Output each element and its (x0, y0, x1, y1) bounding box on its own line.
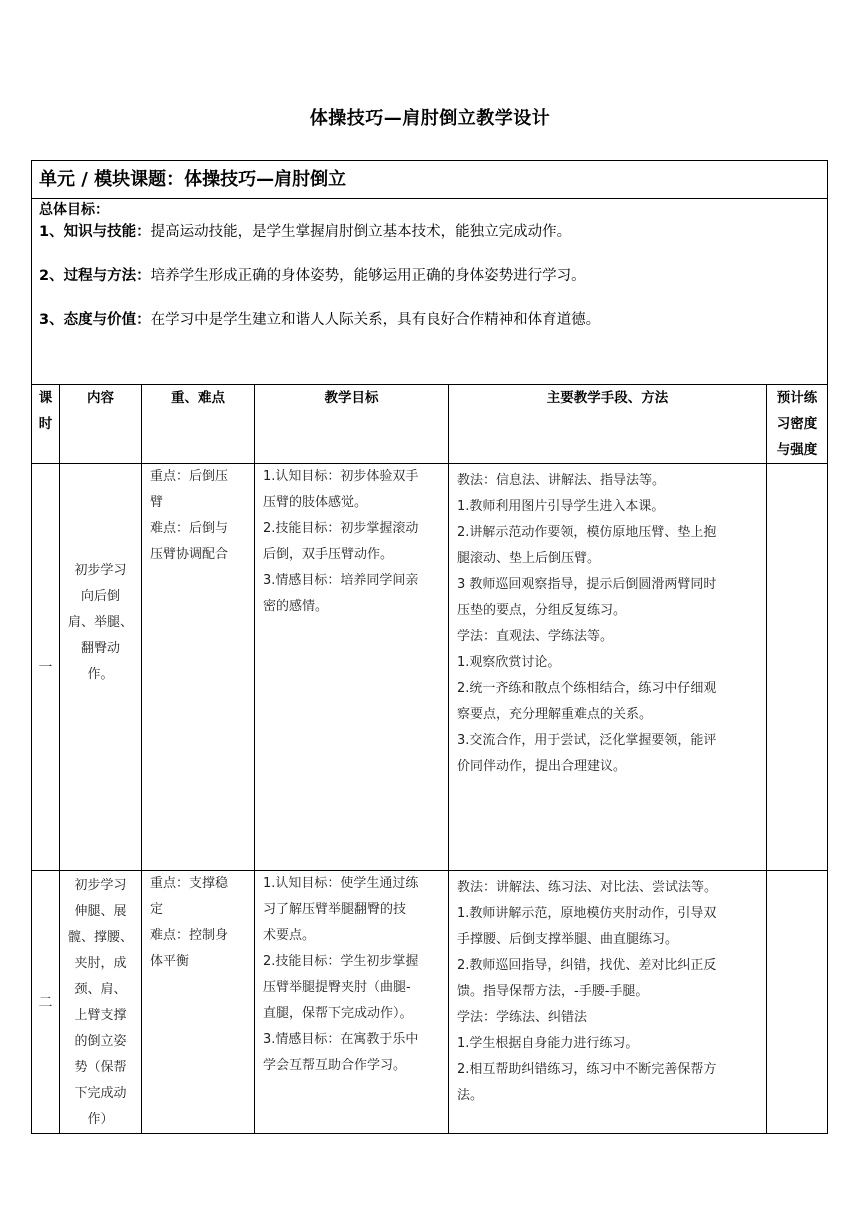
cell-line: 馈。指导保帮方法，-手腰-手腿。 (457, 984, 649, 999)
cell-line: 教法：讲解法、练习法、对比法、尝试法等。 (457, 880, 718, 895)
cell-line: 肩、举腿、 (67, 615, 133, 630)
cell-line: 教法：信息法、讲解法、指导法等。 (457, 473, 666, 488)
header-hour: 课 时 (32, 385, 60, 464)
cell-line: 髋、撑腰、 (67, 930, 133, 945)
hour-cell: 一 (32, 464, 60, 871)
cell-line: 难点：后倒与 (150, 521, 229, 536)
cell-line: 术要点。 (263, 928, 316, 943)
cell-line: 翻臀动 (80, 641, 120, 656)
cell-line: 势（保帮 (74, 1060, 127, 1075)
goal-text: 提高运动技能，是学生掌握肩肘倒立基本技术，能独立完成动作。 (150, 224, 572, 240)
cell-line: 压垫的要点，分组反复练习。 (457, 603, 627, 618)
document-title: 体操技巧—肩肘倒立教学设计 (309, 108, 551, 129)
header-density: 预计练 习密度 与强度 (767, 385, 828, 464)
header-content: 内容 (60, 385, 142, 464)
cell-line: 体平衡 (150, 954, 190, 969)
cell-line: 手撑腰、后倒支撑举腿、曲直腿练习。 (457, 932, 679, 947)
cell-line: 作。 (87, 667, 114, 682)
goal-item (39, 310, 827, 330)
table-header-row (32, 385, 828, 464)
goal-label: 1、知识与技能： (39, 224, 151, 240)
method-cell (449, 871, 767, 1134)
goals-heading: 总体目标： (39, 202, 109, 218)
cell-line: 法。 (457, 1088, 484, 1103)
cell-line: 3.情感目标：培养同学间亲 (263, 573, 419, 588)
cell-line: 2.统一齐练和散点个练相结合，练习中仔细观 (457, 681, 717, 696)
density-cell (767, 871, 828, 1134)
cell-line: 2.技能目标：初步掌握滚动 (263, 521, 419, 536)
cell-line: 学法：直观法、学练法等。 (457, 629, 614, 644)
hour-cell: 二 (32, 871, 60, 1134)
cell-line: 压臂的肢体感觉。 (263, 495, 368, 510)
content-cell (60, 871, 142, 1134)
cell-line: 向后倒 (80, 589, 120, 604)
cell-line: 作） (87, 1112, 114, 1127)
cell-line: 1.认知目标：使学生通过练 (263, 876, 419, 891)
header-key-points: 重、难点 (142, 385, 255, 464)
goal-label: 2、过程与方法： (39, 268, 151, 284)
cell-line: 压臂举腿提臀夹肘（曲腿- (263, 980, 411, 995)
header-teaching-goal: 教学目标 (255, 385, 449, 464)
cell-line: 1.学生根据自身能力进行练习。 (457, 1036, 639, 1051)
overall-goals (32, 199, 828, 385)
key-points-cell (142, 464, 255, 871)
cell-line: 1.认知目标：初步体验双手 (263, 469, 419, 484)
cell-line: 3 教师巡回观察指导，提示后倒圆滑两臂同时 (457, 577, 717, 592)
table-row (32, 871, 828, 1134)
goal-item (39, 266, 827, 286)
cell-line: 学会互帮互助合作学习。 (263, 1058, 407, 1073)
cell-line: 习了解压臂举腿翻臀的技 (263, 902, 407, 917)
lesson-plan-table (31, 160, 828, 1134)
cell-line: 2.相互帮助纠错练习，练习中不断完善保帮方 (457, 1062, 717, 1077)
cell-line: 难点：控制身 (150, 928, 229, 943)
teaching-goal-cell (255, 464, 449, 871)
key-points-cell (142, 871, 255, 1134)
cell-line: 密的感情。 (263, 599, 329, 614)
cell-line: 下完成动 (74, 1086, 127, 1101)
cell-line: 1.教师利用图片引导学生进入本课。 (457, 499, 665, 514)
cell-line: 3.情感目标：在寓教于乐中 (263, 1032, 419, 1047)
cell-line: 2.讲解示范动作要领，模仿原地压臂、垫上抱 (457, 525, 717, 540)
cell-line: 2.技能目标：学生初步掌握 (263, 954, 419, 969)
cell-line: 重点：支撑稳 (150, 876, 229, 891)
cell-line: 伸腿、展 (74, 904, 127, 919)
cell-line: 颈、肩、 (74, 982, 127, 997)
cell-line: 直腿，保帮下完成动作）。 (263, 1006, 413, 1021)
cell-line: 腿滚动、垫上后倒压臂。 (457, 551, 601, 566)
density-cell (767, 464, 828, 871)
cell-line: 初步学习 (74, 878, 127, 893)
goal-text: 在学习中是学生建立和谐人人际关系，具有良好合作精神和体育道德。 (150, 312, 601, 328)
cell-line: 学法：学练法、纠错法 (457, 1010, 588, 1025)
cell-line: 重点：后倒压 (150, 469, 229, 484)
table-row (32, 464, 828, 871)
cell-line: 压臂协调配合 (150, 547, 229, 562)
method-cell (449, 464, 767, 871)
unit-title: 单元 / 模块课题：体操技巧—肩肘倒立 (32, 161, 828, 199)
goal-label: 3、态度与价值： (39, 312, 151, 328)
cell-line: 察要点，充分理解重难点的关系。 (457, 707, 653, 722)
cell-line: 的倒立姿 (74, 1034, 127, 1049)
goal-item (39, 222, 827, 242)
cell-line: 后倒，双手压臂动作。 (263, 547, 394, 562)
teaching-goal-cell (255, 871, 449, 1134)
cell-line: 1.教师讲解示范，原地模仿夹肘动作，引导双 (457, 906, 717, 921)
cell-line: 2.教师巡回指导，纠错，找优、差对比纠正反 (457, 958, 717, 973)
cell-line: 1.观察欣赏讨论。 (457, 655, 561, 670)
header-method: 主要教学手段、方法 (449, 385, 767, 464)
cell-line: 臂 (150, 495, 164, 510)
cell-line: 上臂支撑 (74, 1008, 127, 1023)
goal-text: 培养学生形成正确的身体姿势，能够运用正确的身体姿势进行学习。 (150, 268, 586, 284)
cell-line: 初步学习 (74, 563, 127, 578)
cell-line: 价同伴动作，提出合理建议。 (457, 759, 627, 774)
cell-line: 3.交流合作，用于尝试，泛化掌握要领，能评 (457, 733, 717, 748)
cell-line: 夹肘，成 (74, 956, 127, 971)
cell-line: 定 (150, 902, 164, 917)
content-cell (60, 464, 142, 871)
